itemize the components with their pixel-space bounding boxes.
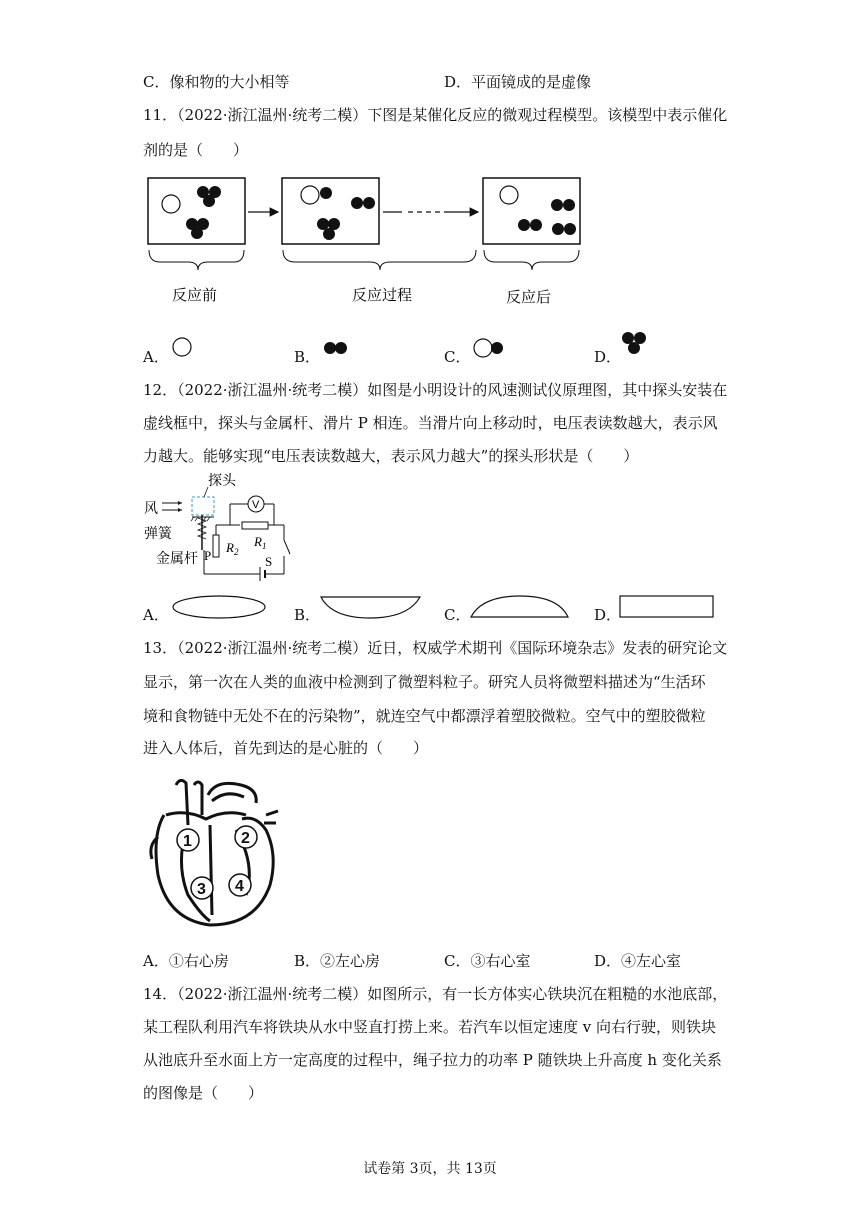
q11-option-b-label: B．: [294, 348, 321, 366]
label-wind: 风: [144, 500, 158, 516]
label-rod: 金属杆: [156, 550, 198, 566]
q12-option-d-rectangle-icon: [618, 592, 718, 622]
svg-text:R2: [225, 540, 239, 557]
q12-stem-line3: 力越大。能够实现“电压表读数越大，表示风力越大”的探头形状是（ ）: [143, 447, 639, 465]
q13-stem-line3: 境和食物链中无处不在的污染物”，就连空气中都漂浮着塑胶微粒。空气中的塑胶微粒: [143, 707, 706, 725]
q11-option-b-double-black-icon: [322, 338, 352, 358]
label-r2: R: [226, 540, 234, 555]
q11-option-d-triple-black-icon: [620, 330, 650, 358]
q11-option-a-label: A．: [143, 348, 169, 366]
q14-stem-line2: 某工程队利用汽车将铁块从水中竖直打捞上来。若汽车以恒定速度 v 向右行驶，则铁块: [143, 1018, 717, 1036]
q14-stem-line4: 的图像是（ ）: [143, 1084, 264, 1102]
q13-option-b: B．②左心房: [294, 952, 381, 970]
heart-label-3: 3: [197, 881, 206, 898]
q11-option-a-white-circle-icon: [171, 336, 195, 360]
q10-option-d: D．平面镜成的是虚像: [444, 73, 592, 91]
q14-stem-line3: 从池底升至水面上方一定高度的过程中，绳子拉力的功率 P 随铁块上升高度 h 变化关系: [143, 1051, 722, 1069]
label-after: 反应后: [506, 289, 552, 306]
label-r2-sub: 2: [233, 547, 239, 557]
svg-text:R1: [253, 534, 266, 551]
q12-stem-line2: 虚线框中，探头与金属杆、滑片 P 相连。当滑片向上移动时，电压表读数越大，表示风: [143, 414, 718, 432]
q12-circuit-figure: [142, 470, 302, 585]
q13-option-c: C．③右心室: [444, 952, 531, 970]
q13-stem-line1: 13．（2022·浙江温州·统考二模）近日，权威学术期刊《国际环境杂志》发表的研究论文: [143, 639, 728, 657]
q13-option-a: A．①右心房: [143, 952, 229, 970]
q12-option-c-label: C．: [444, 606, 471, 624]
q14-stem-line1: 14．（2022·浙江温州·统考二模）如图所示，有一长方体实心铁块沉在粗糙的水池底部，: [143, 985, 728, 1003]
label-p: P: [204, 548, 212, 563]
q13-stem-line2: 显示，第一次在人类的血液中检测到了微塑料粒子。研究人员将微塑料描述为“生活环: [143, 673, 706, 691]
label-process: 反应过程: [352, 287, 413, 304]
q12-option-b-label: B．: [294, 606, 321, 624]
heart-label-4: 4: [235, 878, 244, 895]
label-probe: 探头: [208, 472, 236, 488]
q13-option-d: D．④左心室: [594, 952, 682, 970]
page-footer: 试卷第 3页，共 13页: [363, 1161, 497, 1177]
q11-option-d-label: D．: [594, 348, 622, 366]
q10-option-c: C．像和物的大小相等: [143, 73, 290, 91]
heart-label-2: 2: [241, 830, 250, 847]
heart-label-1: 1: [183, 833, 192, 850]
q12-option-a-ellipse-icon: [170, 592, 270, 622]
q11-stem-line2: 剂的是（ ）: [143, 141, 249, 159]
probe-dashed-box: [192, 497, 214, 515]
label-spring: 弹簧: [144, 525, 172, 541]
q11-stem-line1: 11．（2022·浙江温州·统考二模）下图是某催化反应的微观过程模型。该模型中表示催化: [143, 106, 728, 124]
label-r1-sub: 1: [261, 541, 267, 551]
q12-option-b-bowl-shape-icon: [318, 592, 424, 622]
q13-heart-figure: [146, 775, 286, 935]
q11-reaction-figure: [140, 170, 620, 320]
q12-option-a-label: A．: [143, 606, 169, 624]
label-r1: R: [254, 534, 262, 549]
q11-option-c-white-black-icon: [472, 336, 508, 360]
label-s: S: [265, 554, 273, 569]
q13-stem-line4: 进入人体后，首先到达的是心脏的（ ）: [143, 739, 429, 757]
q12-option-d-label: D．: [594, 606, 622, 624]
q12-option-c-dome-shape-icon: [468, 592, 572, 622]
label-before: 反应前: [172, 286, 218, 304]
q12-stem-line1: 12．（2022·浙江温州·统考二模）如图是小明设计的风速测试仪原理图，其中探头安装在: [143, 381, 728, 399]
q11-option-c-label: C．: [444, 348, 471, 366]
label-v: V: [252, 499, 260, 511]
